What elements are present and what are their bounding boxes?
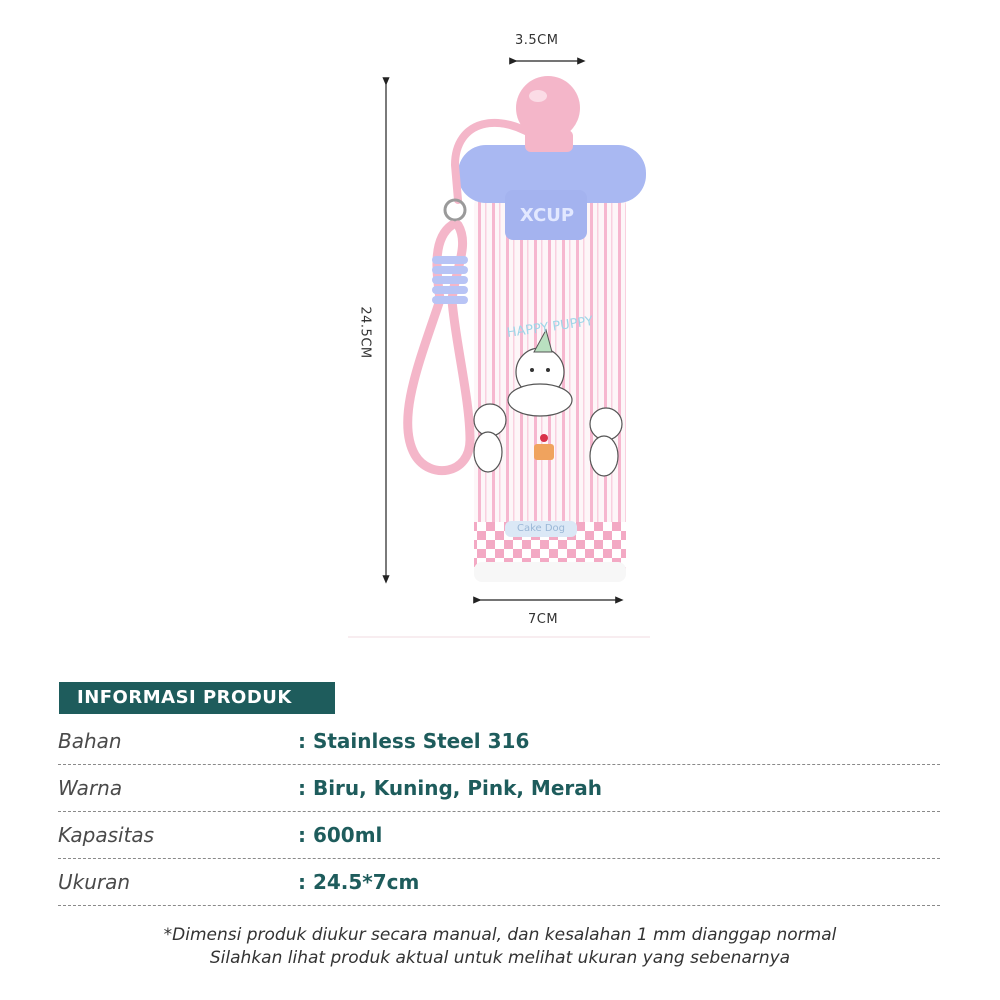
info-row-ukuran [58, 859, 940, 906]
loop-coil [432, 256, 468, 304]
info-value: : 24.5*7cm [298, 870, 420, 894]
dimension-height-label: 24.5CM [357, 306, 373, 359]
info-row-bahan [58, 718, 940, 765]
info-label: Ukuran [58, 870, 131, 894]
dimension-bottom-label: 7CM [528, 612, 559, 627]
strap-ring [445, 200, 465, 220]
info-label: Kapasitas [58, 823, 155, 847]
info-row-warna [58, 765, 940, 812]
bottle-slogan: HAPPY PUPPY [505, 314, 595, 341]
footnote-line-1: *Dimensi produk diukur secara manual, dan kesalahan 1 mm dianggap normal [163, 925, 837, 945]
info-value: : Stainless Steel 316 [298, 729, 530, 753]
bottle-tag: Cake Dog [505, 521, 577, 537]
info-label: Warna [58, 776, 123, 800]
info-value: : 600ml [298, 823, 383, 847]
info-row-kapasitas [58, 812, 940, 859]
footnote-line-2: Silahkan lihat produk aktual untuk melihat ukuran yang sebenarnya [209, 948, 791, 968]
info-table [58, 718, 940, 906]
info-header: INFORMASI PRODUK [59, 682, 335, 714]
info-value: : Biru, Kuning, Pink, Merah [298, 776, 602, 800]
dimension-top-label: 3.5CM [515, 33, 559, 48]
bottle-brand: XCUP [519, 205, 575, 226]
bottle-base [474, 562, 626, 582]
info-label: Bahan [58, 729, 122, 753]
